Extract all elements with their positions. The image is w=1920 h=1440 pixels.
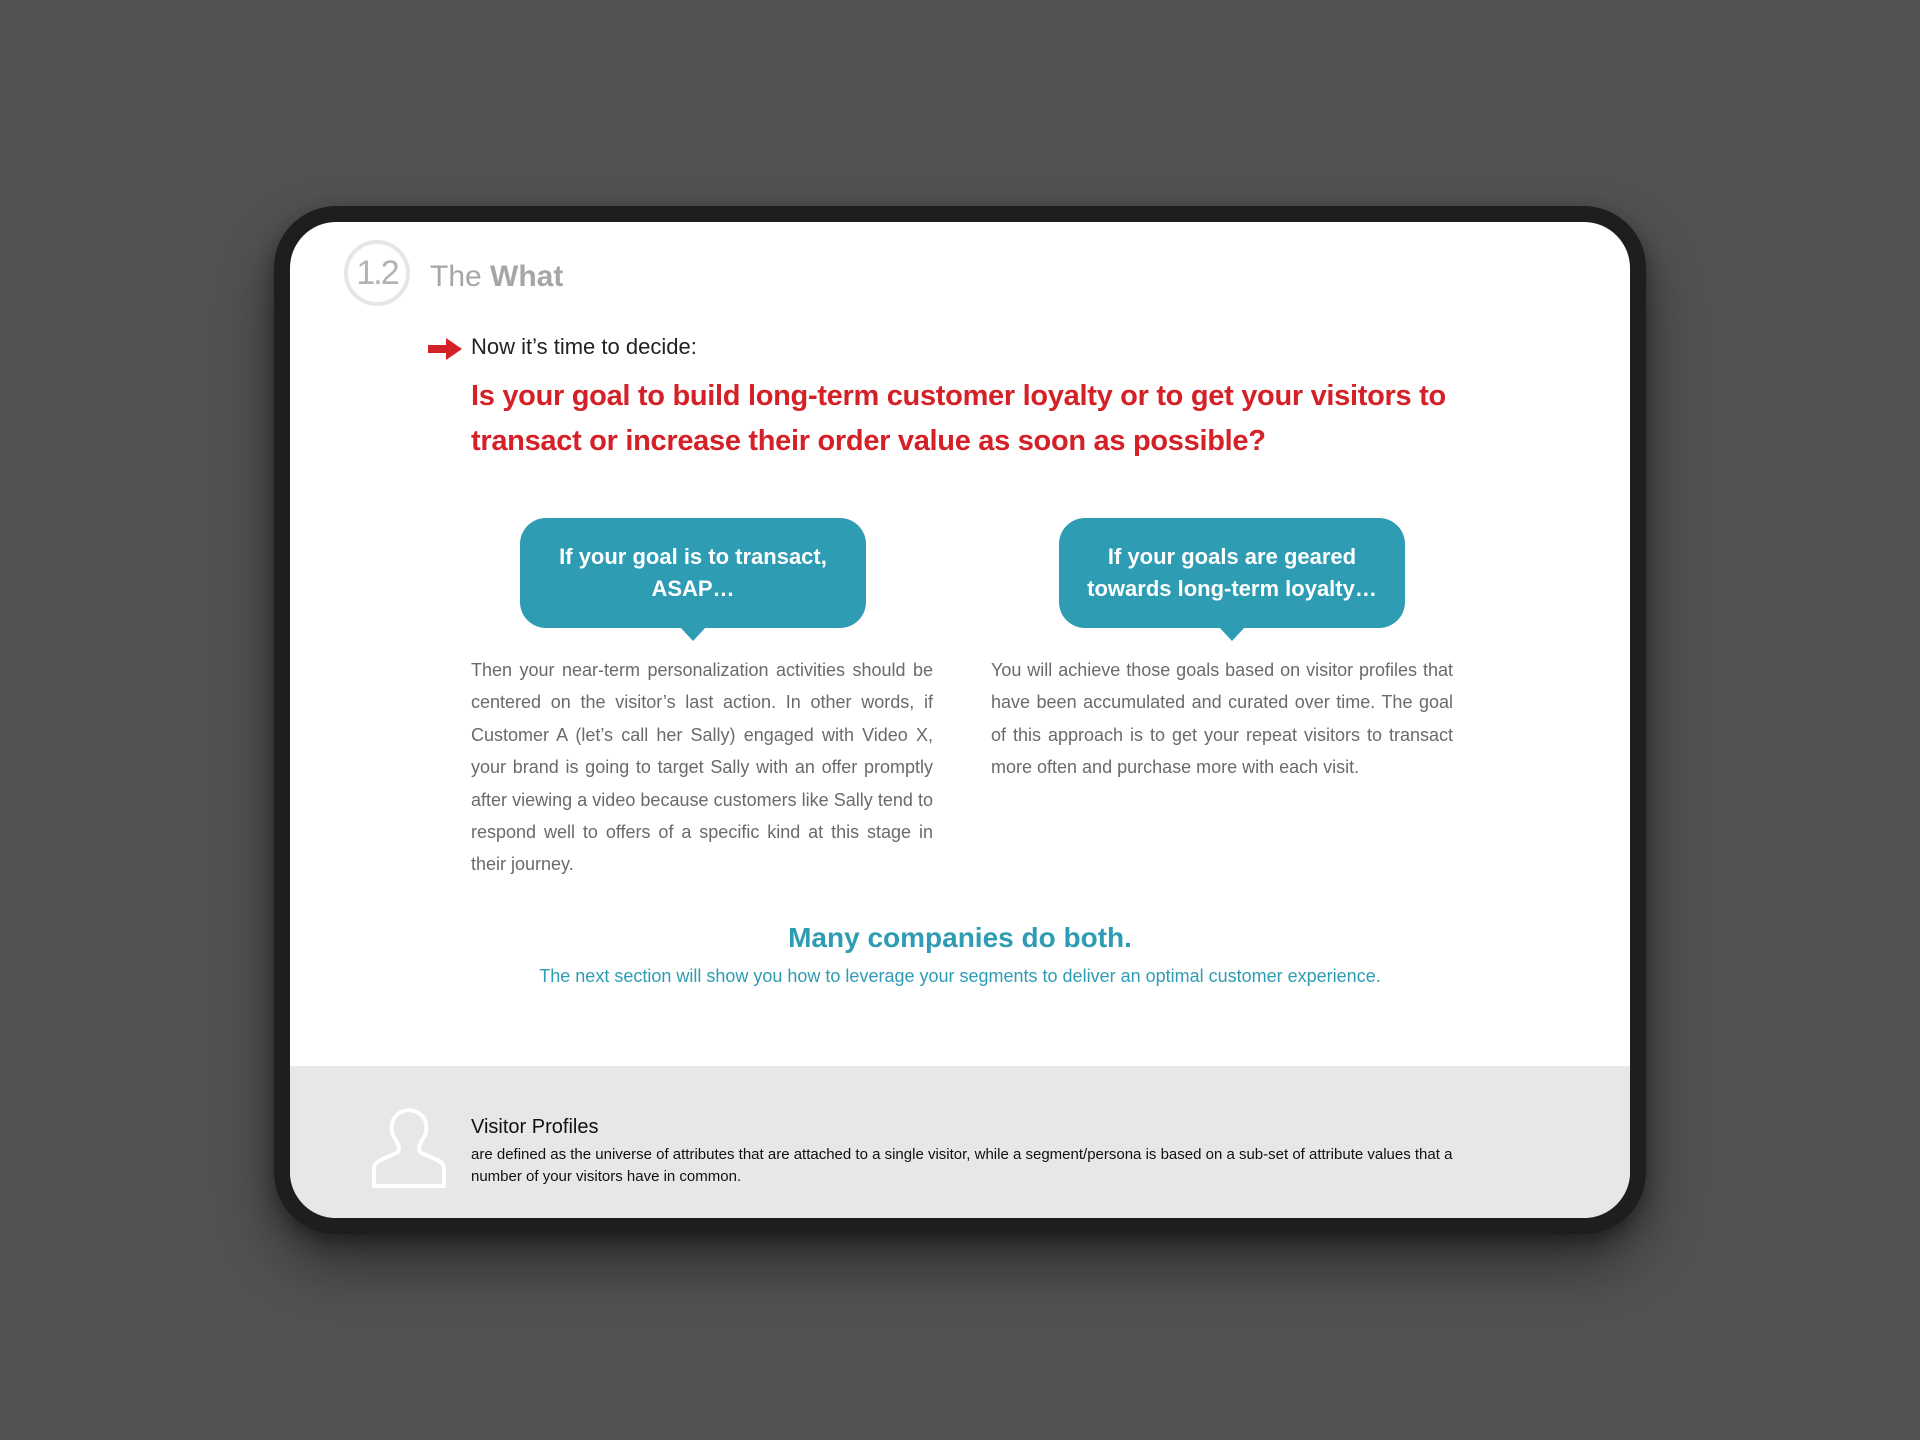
footer-description: are defined as the universe of attributes that are attached to a single visitor, while a segment/persona is based on a sub-set of attribute values that a number of your visitors have in common. [471,1146,1453,1185]
transact-description: Then your near-term personalization activities should be centered on the visitor’s last action. In other words, if Customer A (let’s call her Sally) engaged with Video X, your brand is going to target Sally with an offer promptly after viewing a video because customers like Sally tend to respond well to offers of a specific kind at this stage in their journey. [471,660,933,875]
footer-title: Visitor Profiles [471,1116,599,1138]
key-question: Is your goal to build long-term customer loyalty or to get your visitors to transact or increase their order value as soon as possible? [471,380,1446,457]
speech-bubble-transact [520,518,866,628]
person-silhouette-icon [370,1106,448,1190]
closing-subline: The next section will show you how to leverage your segments to deliver an optimal customer experience. [539,966,1381,986]
bubble-label-loyalty: If your goals are geared towards long-term loyalty… [1087,544,1377,601]
section-title-prefix: The [430,260,491,293]
section-number-badge [344,240,410,306]
tablet-screen [290,222,1630,1218]
definition-footer [290,1066,1630,1218]
decision-prompt: Now it’s time to decide: [471,334,697,359]
speech-bubble-loyalty [1059,518,1405,628]
section-title [430,260,563,294]
section-number: 1.2 [356,253,398,292]
bubble-label-transact: If your goal is to transact, ASAP… [559,544,827,601]
loyalty-description: You will achieve those goals based on visitor profiles that have been accumulated and curated over time. The goal of this approach is to get your repeat visitors to transact more often and purchase more with each visit. [991,660,1453,778]
arrow-right-icon [428,337,462,361]
section-title-bold: What [490,260,564,293]
closing-headline: Many companies do both. [788,922,1132,953]
